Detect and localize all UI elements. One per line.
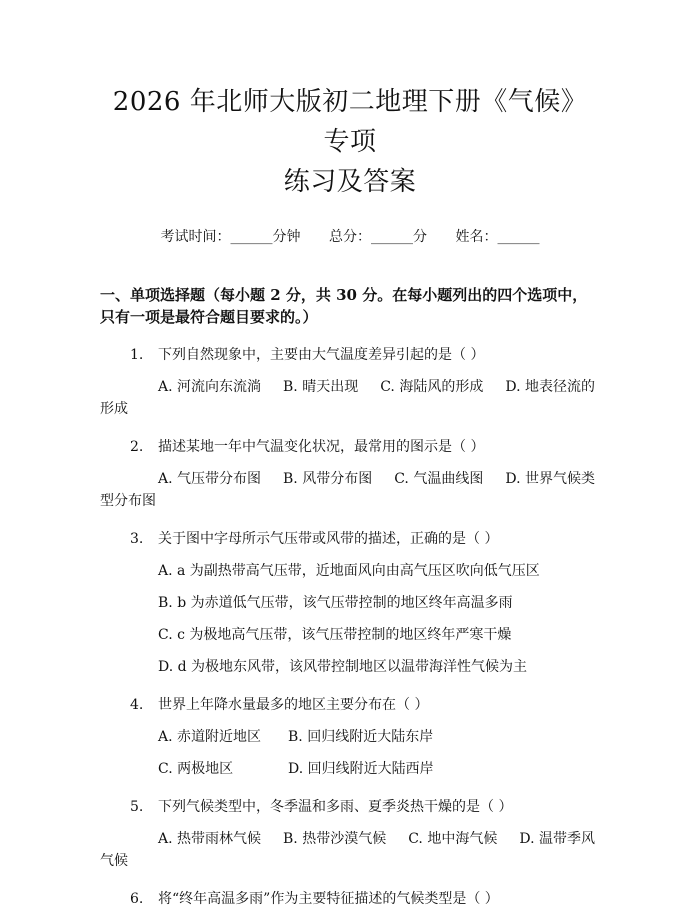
option-b: B. 晴天出现 (283, 379, 359, 395)
question-3 (100, 528, 600, 550)
question-text: 关于图中字母所示气压带或风带的描述，正确的是（ ） (158, 531, 499, 547)
question-number: 6. (130, 891, 144, 907)
option-a: A. 河流向东流淌 (158, 379, 262, 395)
question-text: 世界上年降水量最多的地区主要分布在（ ） (158, 697, 429, 713)
option-d: D. 世界气候类型分布图 (100, 471, 595, 509)
option-b: B. b 为赤道低气压带，该气压带控制的地区终年高温多雨 (158, 595, 513, 611)
option-a: A. 气压带分布图 (158, 471, 262, 487)
question-number: 3. (130, 531, 144, 547)
title-line-1: 2026 年北师大版初二地理下册《气候》专项 (112, 87, 588, 157)
question-6 (100, 888, 600, 910)
option-c: C. 气温曲线图 (394, 471, 484, 487)
question-number: 1. (130, 347, 144, 363)
student-name: 姓名：______ (455, 229, 540, 245)
question-2 (100, 436, 600, 458)
question-5 (100, 796, 600, 818)
option-b: B. 热带沙漠气候 (283, 831, 387, 847)
option-b: B. 风带分布图 (283, 471, 373, 487)
question-2-options (100, 468, 600, 512)
option-c: C. 两极地区 (158, 761, 234, 777)
document-title (100, 82, 600, 202)
question-number: 4. (130, 697, 144, 713)
exam-time: 考试时间：______分钟 (160, 229, 301, 245)
option-c: C. c 为极地高气压带，该气压带控制的地区终年严寒干燥 (158, 627, 512, 643)
question-4-options-row-1 (100, 726, 600, 748)
exam-meta (100, 227, 600, 247)
option-d: D. 地表径流的形成 (100, 379, 595, 417)
question-4 (100, 694, 600, 716)
question-1-options (100, 376, 600, 420)
question-text: 描述某地一年中气温变化状况，最常用的图示是（ ） (158, 439, 485, 455)
question-text: 将“终年高温多雨”作为主要特征描述的气候类型是（ ） (158, 891, 499, 907)
exam-score: 总分：______分 (329, 229, 427, 245)
question-4-options-row-2 (100, 758, 600, 780)
option-a: A. 赤道附近地区 (158, 729, 262, 745)
question-number: 2. (130, 439, 144, 455)
option-b: B. 回归线附近大陆东岸 (288, 729, 434, 745)
option-c: C. 海陆风的形成 (380, 379, 484, 395)
question-text: 下列气候类型中，冬季温和多雨、夏季炎热干燥的是（ ） (158, 799, 513, 815)
option-a: A. a 为副热带高气压带，近地面风向由高气压区吹向低气压区 (158, 563, 540, 579)
option-d: D. 温带季风气候 (100, 831, 595, 869)
title-line-2: 练习及答案 (283, 167, 417, 197)
option-d: D. d 为极地东风带，该风带控制地区以温带海洋性气候为主 (158, 659, 528, 675)
section-heading: 一、单项选择题（每小题 2 分，共 30 分。在每小题列出的四个选项中，只有一项是最符合题目要求的。） (100, 286, 588, 326)
question-5-options (100, 828, 600, 872)
option-d: D. 回归线附近大陆西岸 (288, 761, 434, 777)
question-1 (100, 344, 600, 366)
question-text: 下列自然现象中，主要由大气温度差异引起的是（ ） (158, 347, 485, 363)
option-c: C. 地中海气候 (408, 831, 498, 847)
option-a: A. 热带雨林气候 (158, 831, 262, 847)
question-number: 5. (130, 799, 144, 815)
